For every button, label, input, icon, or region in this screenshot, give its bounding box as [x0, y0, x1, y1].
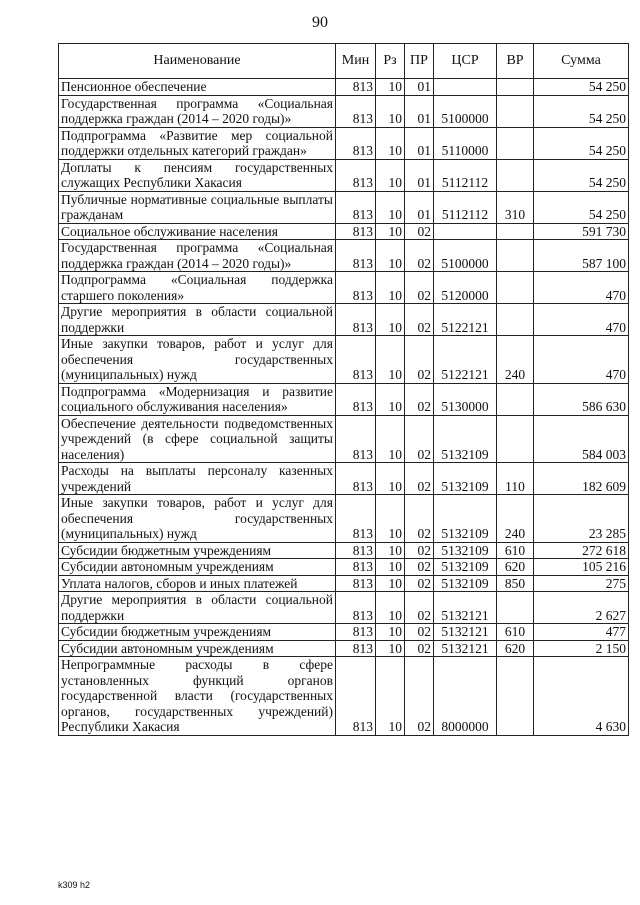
- cell-vr: 620: [497, 559, 534, 576]
- cell-rz: 10: [376, 127, 405, 159]
- cell-min: 813: [336, 127, 376, 159]
- cell-csr: [434, 223, 497, 240]
- cell-vr: [497, 127, 534, 159]
- cell-csr: 5132109: [434, 542, 497, 559]
- cell-rz: 10: [376, 657, 405, 736]
- cell-name: Социальное обслуживание населения: [59, 223, 336, 240]
- cell-pr: 02: [405, 240, 434, 272]
- cell-rz: 10: [376, 463, 405, 495]
- cell-sum: 470: [534, 336, 629, 384]
- cell-min: 813: [336, 383, 376, 415]
- cell-sum: 275: [534, 575, 629, 592]
- column-header-csr: ЦСР: [434, 44, 497, 79]
- table-row: [59, 463, 629, 495]
- cell-pr: 02: [405, 559, 434, 576]
- cell-rz: 10: [376, 383, 405, 415]
- cell-sum: 272 618: [534, 542, 629, 559]
- table-header-row: [59, 44, 629, 79]
- cell-pr: 02: [405, 383, 434, 415]
- cell-sum: 591 730: [534, 223, 629, 240]
- cell-rz: 10: [376, 191, 405, 223]
- cell-rz: 10: [376, 223, 405, 240]
- column-header-sum: Сумма: [534, 44, 629, 79]
- cell-pr: 02: [405, 272, 434, 304]
- cell-min: 813: [336, 223, 376, 240]
- cell-sum: 2 150: [534, 640, 629, 657]
- cell-csr: 5132109: [434, 575, 497, 592]
- cell-sum: 54 250: [534, 159, 629, 191]
- cell-sum: 470: [534, 272, 629, 304]
- cell-pr: 01: [405, 127, 434, 159]
- cell-rz: 10: [376, 559, 405, 576]
- cell-min: 813: [336, 336, 376, 384]
- cell-csr: [434, 79, 497, 96]
- cell-name: Подпрограмма «Модернизация и развитие социального обслуживания населения»: [59, 383, 336, 415]
- table-row: [59, 640, 629, 657]
- column-header-vr: ВР: [497, 44, 534, 79]
- cell-vr: 610: [497, 624, 534, 641]
- table-row: [59, 159, 629, 191]
- cell-vr: [497, 272, 534, 304]
- cell-name: Непрограммные расходы в сфере установленных функций органов государственной власти (государственных органов, государственных учреждений) Республики Хакасия: [59, 657, 336, 736]
- cell-vr: [497, 79, 534, 96]
- table-row: [59, 127, 629, 159]
- cell-pr: 01: [405, 79, 434, 96]
- cell-vr: [497, 95, 534, 127]
- cell-csr: 5122121: [434, 336, 497, 384]
- cell-vr: [497, 383, 534, 415]
- cell-sum: 182 609: [534, 463, 629, 495]
- cell-name: Доплаты к пенсиям государственных служащих Республики Хакасия: [59, 159, 336, 191]
- cell-rz: 10: [376, 542, 405, 559]
- cell-csr: 5132109: [434, 415, 497, 463]
- cell-rz: 10: [376, 304, 405, 336]
- column-header-rz: Рз: [376, 44, 405, 79]
- cell-name: Расходы на выплаты персоналу казенных учреждений: [59, 463, 336, 495]
- table-row: [59, 657, 629, 736]
- cell-csr: 5132121: [434, 592, 497, 624]
- cell-pr: 02: [405, 223, 434, 240]
- cell-min: 813: [336, 272, 376, 304]
- cell-min: 813: [336, 463, 376, 495]
- table-row: [59, 542, 629, 559]
- cell-vr: 310: [497, 191, 534, 223]
- table-row: [59, 415, 629, 463]
- cell-name: Другие мероприятия в области социальной поддержки: [59, 592, 336, 624]
- cell-sum: 54 250: [534, 191, 629, 223]
- cell-sum: 54 250: [534, 95, 629, 127]
- cell-min: 813: [336, 640, 376, 657]
- table-row: [59, 559, 629, 576]
- table-row: [59, 624, 629, 641]
- cell-sum: 2 627: [534, 592, 629, 624]
- cell-rz: 10: [376, 240, 405, 272]
- table-body: [59, 79, 629, 736]
- cell-min: 813: [336, 542, 376, 559]
- cell-sum: 477: [534, 624, 629, 641]
- cell-pr: 02: [405, 640, 434, 657]
- cell-pr: 02: [405, 415, 434, 463]
- cell-csr: 5120000: [434, 272, 497, 304]
- cell-sum: 105 216: [534, 559, 629, 576]
- cell-name: Подпрограмма «Развитие мер социальной поддержки отдельных категорий граждан»: [59, 127, 336, 159]
- cell-rz: 10: [376, 79, 405, 96]
- cell-sum: 586 630: [534, 383, 629, 415]
- cell-vr: 240: [497, 336, 534, 384]
- cell-pr: 01: [405, 159, 434, 191]
- cell-name: Уплата налогов, сборов и иных платежей: [59, 575, 336, 592]
- table-row: [59, 336, 629, 384]
- cell-min: 813: [336, 95, 376, 127]
- cell-vr: [497, 657, 534, 736]
- table-row: [59, 240, 629, 272]
- cell-min: 813: [336, 657, 376, 736]
- budget-table: [58, 43, 629, 736]
- cell-csr: 8000000: [434, 657, 497, 736]
- cell-rz: 10: [376, 336, 405, 384]
- cell-csr: 5132121: [434, 640, 497, 657]
- cell-pr: 02: [405, 463, 434, 495]
- cell-min: 813: [336, 592, 376, 624]
- column-header-min: Мин: [336, 44, 376, 79]
- cell-vr: [497, 240, 534, 272]
- cell-rz: 10: [376, 592, 405, 624]
- cell-name: Публичные нормативные социальные выплаты гражданам: [59, 191, 336, 223]
- cell-csr: 5130000: [434, 383, 497, 415]
- cell-csr: 5132109: [434, 559, 497, 576]
- cell-name: Государственная программа «Социальная поддержка граждан (2014 – 2020 годы)»: [59, 240, 336, 272]
- cell-name: Субсидии бюджетным учреждениям: [59, 542, 336, 559]
- table-row: [59, 272, 629, 304]
- cell-csr: 5132109: [434, 463, 497, 495]
- table-row: [59, 95, 629, 127]
- table-row: [59, 592, 629, 624]
- cell-rz: 10: [376, 624, 405, 641]
- cell-name: Государственная программа «Социальная поддержка граждан (2014 – 2020 годы)»: [59, 95, 336, 127]
- cell-name: Иные закупки товаров, работ и услуг для обеспечения государственных (муниципальных) нужд: [59, 495, 336, 543]
- cell-name: Иные закупки товаров, работ и услуг для обеспечения государственных (муниципальных) нужд: [59, 336, 336, 384]
- cell-min: 813: [336, 191, 376, 223]
- cell-csr: 5132121: [434, 624, 497, 641]
- cell-vr: 620: [497, 640, 534, 657]
- cell-sum: 23 285: [534, 495, 629, 543]
- cell-sum: 4 630: [534, 657, 629, 736]
- cell-pr: 02: [405, 624, 434, 641]
- cell-rz: 10: [376, 415, 405, 463]
- cell-csr: 5100000: [434, 240, 497, 272]
- cell-min: 813: [336, 559, 376, 576]
- cell-csr: 5100000: [434, 95, 497, 127]
- cell-sum: 584 003: [534, 415, 629, 463]
- cell-name: Другие мероприятия в области социальной поддержки: [59, 304, 336, 336]
- cell-csr: 5112112: [434, 191, 497, 223]
- cell-sum: 54 250: [534, 79, 629, 96]
- table-row: [59, 223, 629, 240]
- cell-rz: 10: [376, 159, 405, 191]
- column-header-pr: ПР: [405, 44, 434, 79]
- footer-code: k309 h2: [58, 880, 91, 890]
- cell-vr: [497, 415, 534, 463]
- table-row: [59, 575, 629, 592]
- cell-pr: 02: [405, 575, 434, 592]
- cell-pr: 01: [405, 95, 434, 127]
- cell-csr: 5132109: [434, 495, 497, 543]
- cell-name: Обеспечение деятельности подведомственных учреждений (в сфере социальной защиты населения): [59, 415, 336, 463]
- cell-vr: [497, 304, 534, 336]
- cell-pr: 01: [405, 191, 434, 223]
- cell-pr: 02: [405, 657, 434, 736]
- cell-pr: 02: [405, 304, 434, 336]
- cell-sum: 587 100: [534, 240, 629, 272]
- cell-name: Подпрограмма «Социальная поддержка старшего поколения»: [59, 272, 336, 304]
- cell-name: Субсидии автономным учреждениям: [59, 640, 336, 657]
- cell-rz: 10: [376, 272, 405, 304]
- cell-min: 813: [336, 575, 376, 592]
- cell-rz: 10: [376, 575, 405, 592]
- cell-min: 813: [336, 159, 376, 191]
- cell-pr: 02: [405, 336, 434, 384]
- cell-min: 813: [336, 495, 376, 543]
- page-number: 90: [312, 14, 328, 31]
- cell-pr: 02: [405, 542, 434, 559]
- cell-vr: [497, 592, 534, 624]
- cell-pr: 02: [405, 495, 434, 543]
- table-row: [59, 495, 629, 543]
- cell-vr: 850: [497, 575, 534, 592]
- cell-rz: 10: [376, 95, 405, 127]
- cell-vr: [497, 159, 534, 191]
- cell-sum: 54 250: [534, 127, 629, 159]
- cell-name: Субсидии автономным учреждениям: [59, 559, 336, 576]
- cell-min: 813: [336, 304, 376, 336]
- cell-vr: 240: [497, 495, 534, 543]
- column-header-name: Наименование: [59, 44, 336, 79]
- cell-vr: 610: [497, 542, 534, 559]
- cell-csr: 5122121: [434, 304, 497, 336]
- cell-vr: 110: [497, 463, 534, 495]
- cell-min: 813: [336, 240, 376, 272]
- table-row: [59, 383, 629, 415]
- cell-name: Субсидии бюджетным учреждениям: [59, 624, 336, 641]
- cell-sum: 470: [534, 304, 629, 336]
- cell-rz: 10: [376, 495, 405, 543]
- table-row: [59, 304, 629, 336]
- cell-pr: 02: [405, 592, 434, 624]
- table-row: [59, 191, 629, 223]
- cell-csr: 5110000: [434, 127, 497, 159]
- cell-min: 813: [336, 415, 376, 463]
- cell-min: 813: [336, 79, 376, 96]
- table-row: [59, 79, 629, 96]
- cell-min: 813: [336, 624, 376, 641]
- cell-vr: [497, 223, 534, 240]
- cell-rz: 10: [376, 640, 405, 657]
- cell-name: Пенсионное обеспечение: [59, 79, 336, 96]
- cell-csr: 5112112: [434, 159, 497, 191]
